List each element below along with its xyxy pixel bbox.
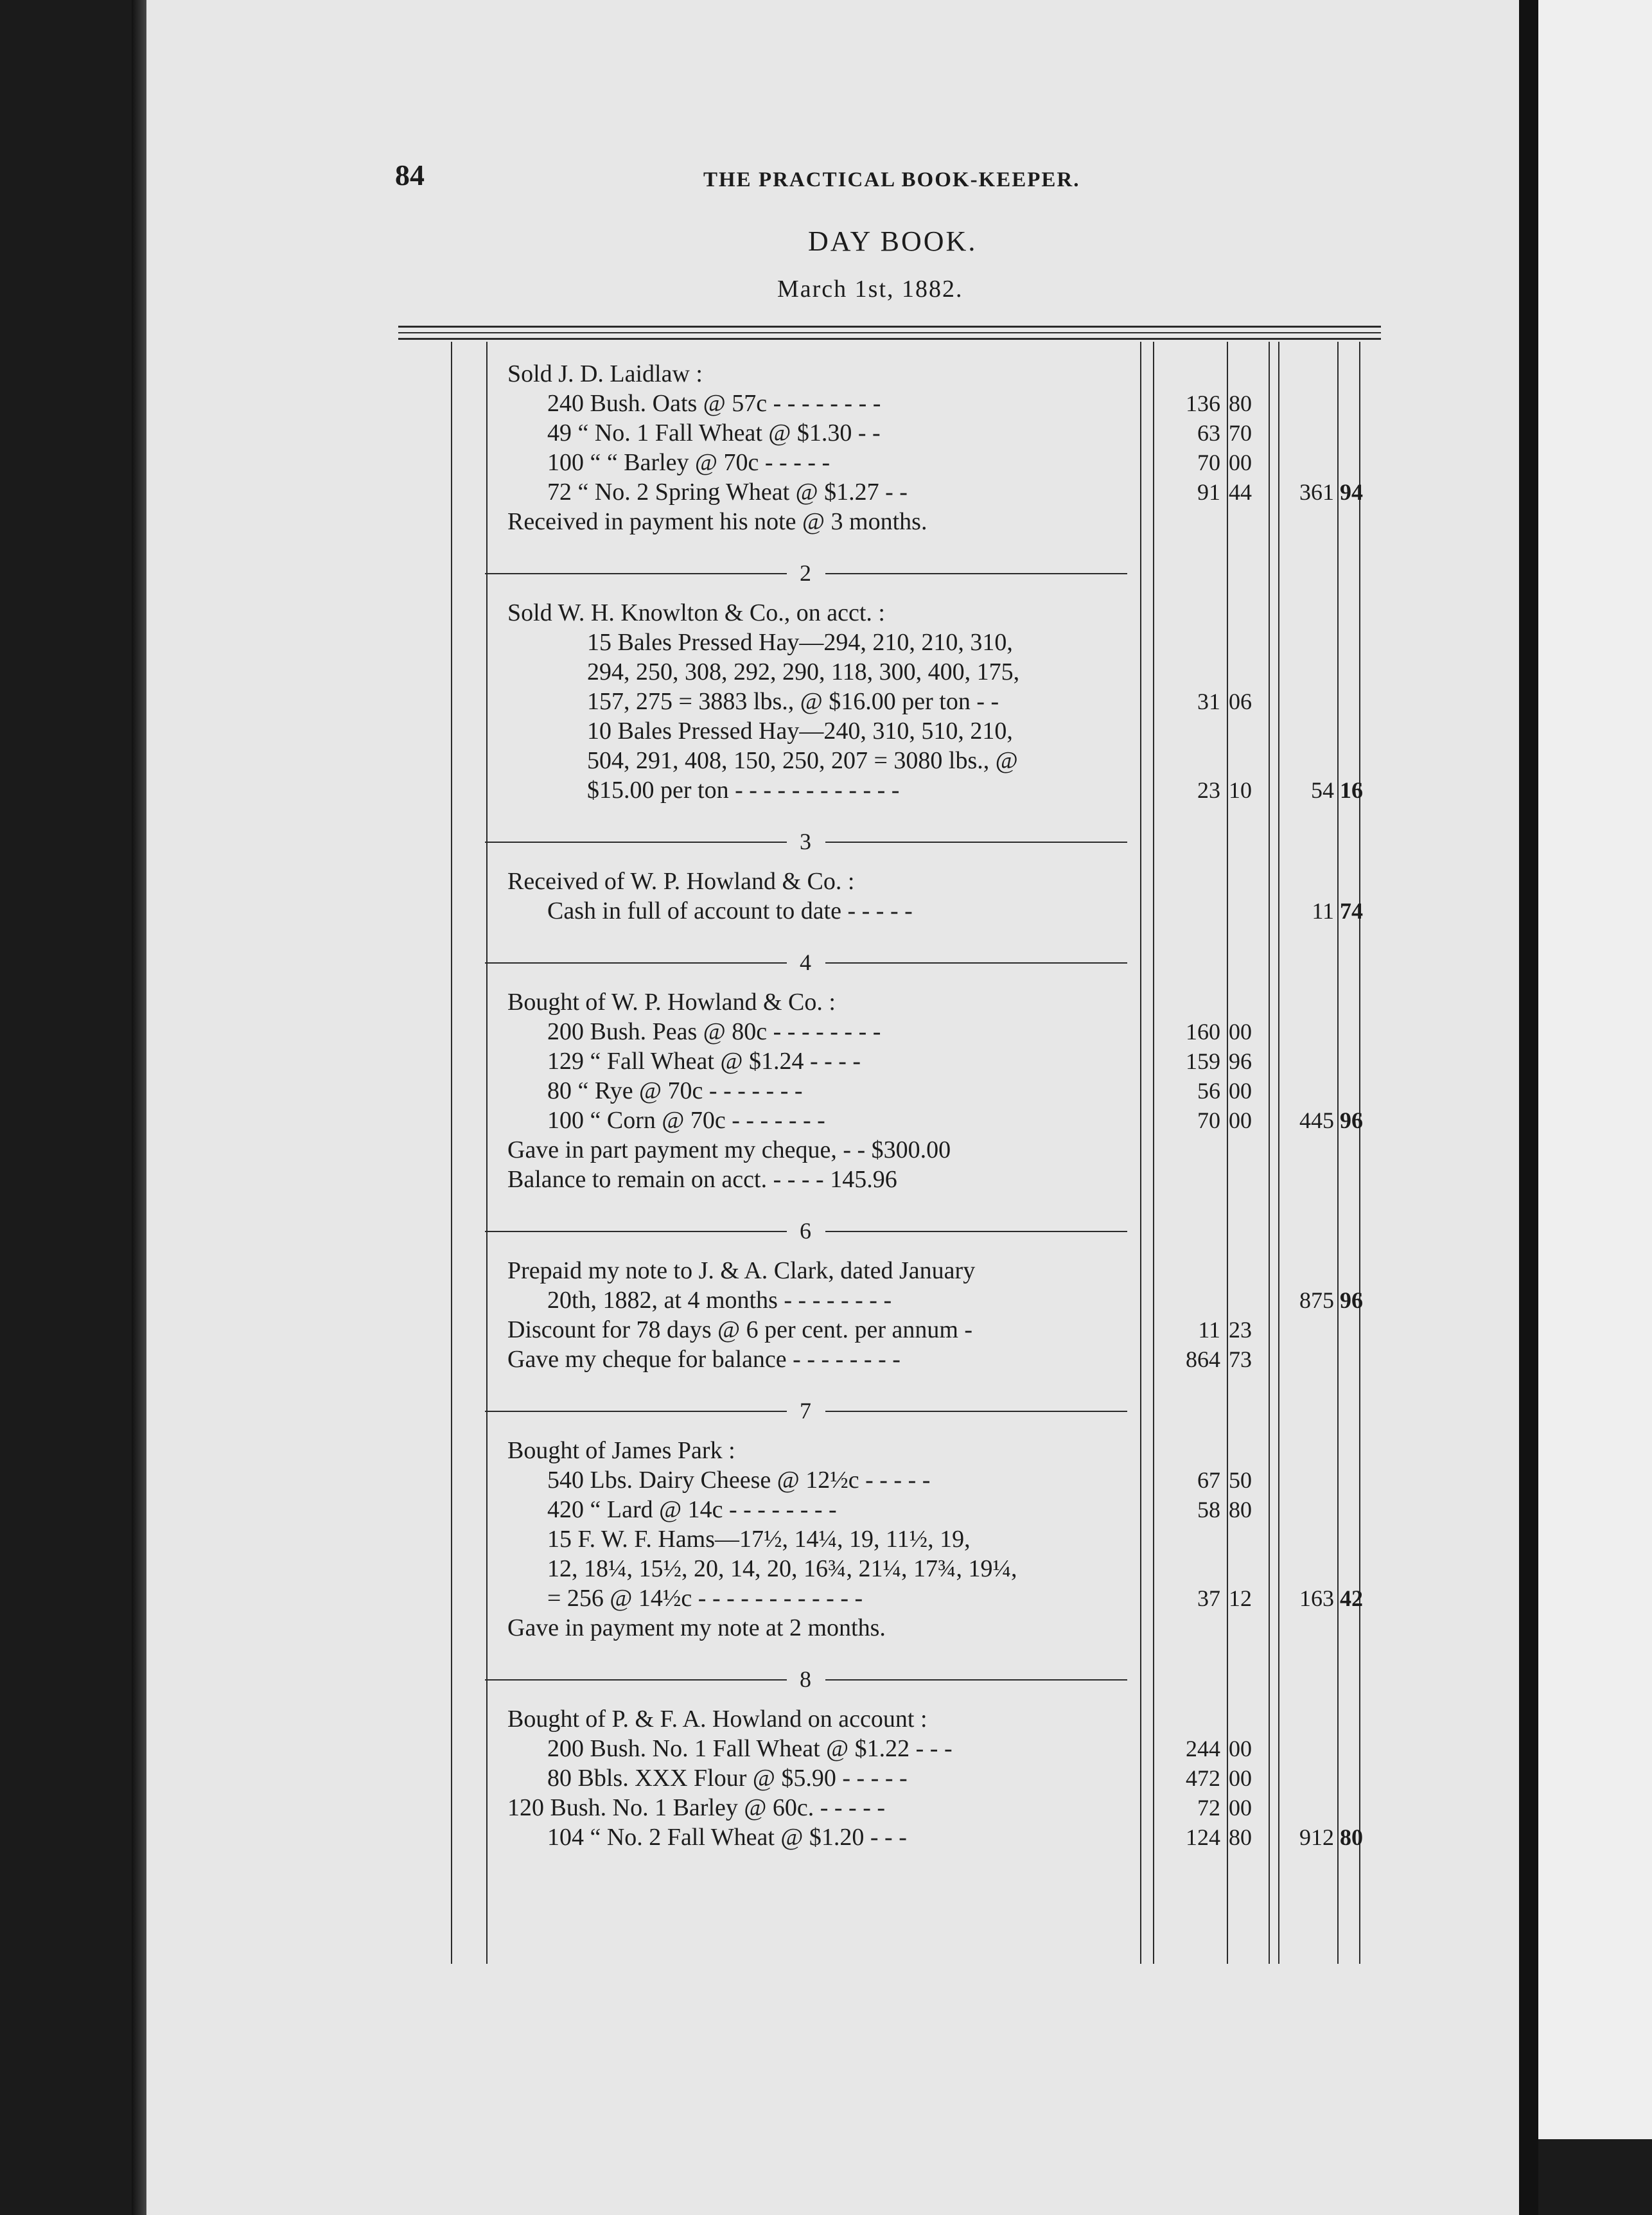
entry-line: 100 “ “ Barley @ 70c - - - - - (547, 449, 830, 476)
total-cents: 80 (1340, 1824, 1363, 1850)
entry-line: 129 “ Fall Wheat @ $1.24 - - - - (547, 1048, 861, 1075)
amount-dollars: 11 (1198, 1317, 1220, 1343)
entry-line: 49 “ No. 1 Fall Wheat @ $1.30 - - (547, 419, 881, 446)
entry-line: 294, 250, 308, 292, 290, 118, 300, 400, 175, (587, 658, 1020, 685)
amount-dollars: 472 (1186, 1765, 1220, 1791)
total-dollars: 54 (1311, 777, 1334, 803)
amount-cents: 73 (1229, 1346, 1252, 1372)
amount-cents: 00 (1229, 1765, 1252, 1791)
amount-dollars: 136 (1186, 391, 1220, 416)
amount-cents: 80 (1229, 1497, 1252, 1522)
amount-cents: 00 (1229, 1736, 1252, 1761)
entry-day: 4 (800, 949, 811, 975)
amount-column-rule (1278, 342, 1279, 1964)
separator-rule (485, 573, 787, 574)
header-rule (398, 332, 1381, 333)
separator-rule (825, 962, 1127, 964)
entry-line: 504, 291, 408, 150, 250, 207 = 3080 lbs., @ (587, 747, 1018, 774)
amount-dollars: 56 (1197, 1078, 1220, 1104)
entry-line: Sold W. H. Knowlton & Co., on acct. : (507, 599, 885, 626)
amount-dollars: 864 (1186, 1346, 1220, 1372)
amount-column-rule (1153, 342, 1154, 1964)
separator-rule (825, 842, 1127, 843)
entry-line: 12, 18¼, 15½, 20, 14, 20, 16¾, 21¼, 17¾, 19¼, (547, 1555, 1017, 1582)
entry-line: 240 Bush. Oats @ 57c - - - - - - - - (547, 390, 881, 417)
entry-line: 540 Lbs. Dairy Cheese @ 12½c - - - - - (547, 1467, 931, 1494)
running-head: THE PRACTICAL BOOK-KEEPER. (703, 168, 1080, 191)
entry-line: 15 Bales Pressed Hay—294, 210, 210, 310, (587, 629, 1013, 656)
amount-cents: 00 (1229, 1078, 1252, 1104)
entry-line: 200 Bush. No. 1 Fall Wheat @ $1.22 - - - (547, 1735, 953, 1762)
total-dollars: 912 (1299, 1824, 1334, 1850)
entry-line: 420 “ Lard @ 14c - - - - - - - - (547, 1496, 837, 1523)
entry-day: 6 (800, 1218, 811, 1244)
header-rule (398, 338, 1381, 340)
entry-line: Prepaid my note to J. & A. Clark, dated January (507, 1257, 976, 1284)
entry-line: Gave in payment my note at 2 months. (507, 1614, 886, 1641)
total-cents: 96 (1340, 1108, 1363, 1133)
amount-dollars: 37 (1197, 1585, 1220, 1611)
total-cents: 94 (1340, 479, 1363, 505)
amount-cents: 80 (1229, 1824, 1252, 1850)
entry-line: Balance to remain on acct. - - - - 145.96 (507, 1166, 897, 1193)
separator-rule (485, 1231, 787, 1232)
total-cents-column-rule (1337, 342, 1339, 1964)
amount-dollars: 67 (1197, 1467, 1220, 1493)
entry-line: 10 Bales Pressed Hay—240, 310, 510, 210, (587, 718, 1013, 745)
entry-day: 7 (800, 1398, 811, 1424)
date-separator (485, 1217, 1127, 1245)
header-rule (398, 326, 1381, 328)
date-separator (485, 1665, 1127, 1693)
entry-line: Sold J. D. Laidlaw : (507, 360, 703, 387)
amount-dollars: 58 (1197, 1497, 1220, 1522)
amount-dollars: 70 (1197, 450, 1220, 475)
amount-dollars: 160 (1186, 1019, 1220, 1045)
entry-line: = 256 @ 14½c - - - - - - - - - - - - (547, 1585, 863, 1612)
total-dollars: 361 (1299, 479, 1334, 505)
entry-line: Cash in full of account to date - - - - - (547, 897, 913, 924)
date-separator (485, 1397, 1127, 1425)
page-gutter (1519, 0, 1538, 2215)
entry-day: 3 (800, 829, 811, 854)
page-number: 84 (395, 159, 425, 191)
total-cents: 96 (1340, 1287, 1363, 1313)
entry-line: 100 “ Corn @ 70c - - - - - - - (547, 1107, 825, 1134)
amount-dollars: 63 (1197, 420, 1220, 446)
book-date: March 1st, 1882. (777, 276, 963, 303)
separator-rule (825, 1411, 1127, 1412)
entry-line: Received in payment his note @ 3 months. (507, 508, 927, 535)
amount-column-rule (1269, 342, 1270, 1964)
total-dollars: 875 (1299, 1287, 1334, 1313)
separator-rule (485, 1679, 787, 1681)
separator-rule (825, 1679, 1127, 1681)
amount-cents: 44 (1229, 479, 1252, 505)
entry-line: Gave in part payment my cheque, - - $300.00 (507, 1136, 951, 1163)
total-cents: 42 (1340, 1585, 1363, 1611)
amount-dollars: 244 (1186, 1736, 1220, 1761)
date-separator (485, 827, 1127, 856)
amount-dollars: 91 (1197, 479, 1220, 505)
entry-day: 2 (800, 560, 811, 586)
amount-cents: 06 (1229, 689, 1252, 714)
amount-dollars: 70 (1197, 1108, 1220, 1133)
entry-line: 157, 275 = 3883 lbs., @ $16.00 per ton - - (587, 688, 999, 715)
amount-dollars: 159 (1186, 1048, 1220, 1074)
amount-dollars: 31 (1197, 689, 1220, 714)
amount-cents: 10 (1229, 777, 1252, 803)
total-cents: 16 (1340, 777, 1363, 803)
separator-rule (485, 962, 787, 964)
total-dollars: 11 (1312, 898, 1334, 924)
amount-dollars: 72 (1197, 1795, 1220, 1821)
separator-rule (825, 1231, 1127, 1232)
entry-line: Bought of P. & F. A. Howland on account : (507, 1706, 927, 1733)
entry-line: Gave my cheque for balance - - - - - - - - (507, 1346, 901, 1373)
amount-column-rule (1140, 342, 1141, 1964)
total-dollars: 445 (1299, 1108, 1334, 1133)
amount-cents: 00 (1229, 1795, 1252, 1821)
entry-line: $15.00 per ton - - - - - - - - - - - - (587, 777, 900, 804)
entry-line: 20th, 1882, at 4 months - - - - - - - - (547, 1287, 892, 1314)
entry-line: 80 Bbls. XXX Flour @ $5.90 - - - - - (547, 1765, 908, 1792)
total-cents: 74 (1340, 898, 1363, 924)
amount-cents: 00 (1229, 1019, 1252, 1045)
entry-line: 200 Bush. Peas @ 80c - - - - - - - - (547, 1018, 881, 1045)
amount-cents: 23 (1229, 1317, 1252, 1343)
entry-line: 72 “ No. 2 Spring Wheat @ $1.27 - - (547, 479, 908, 506)
amount-dollars: 23 (1197, 777, 1220, 803)
amount-cents: 70 (1229, 420, 1252, 446)
date-separator (485, 559, 1127, 587)
book-title: DAY BOOK. (808, 225, 978, 257)
amount-cents: 00 (1229, 450, 1252, 475)
separator-rule (485, 1411, 787, 1412)
entry-line: Discount for 78 days @ 6 per cent. per annum - (507, 1316, 973, 1343)
facing-page-edge (1538, 0, 1652, 2215)
entry-line: 104 “ No. 2 Fall Wheat @ $1.20 - - - (547, 1824, 907, 1851)
entry-line: Bought of James Park : (507, 1437, 735, 1464)
entry-day: 8 (800, 1666, 811, 1692)
separator-rule (825, 573, 1127, 574)
date-separator (485, 948, 1127, 976)
margin-rule (451, 342, 452, 1964)
amount-cents: 12 (1229, 1585, 1252, 1611)
amount-dollars: 124 (1186, 1824, 1220, 1850)
cents-column-rule (1227, 342, 1228, 1964)
entry-line: 80 “ Rye @ 70c - - - - - - - (547, 1077, 803, 1104)
entry-line: 120 Bush. No. 1 Barley @ 60c. - - - - - (507, 1794, 885, 1821)
amount-cents: 00 (1229, 1108, 1252, 1133)
amount-cents: 50 (1229, 1467, 1252, 1493)
total-dollars: 163 (1299, 1585, 1334, 1611)
amount-cents: 80 (1229, 391, 1252, 416)
entry-line: Bought of W. P. Howland & Co. : (507, 989, 836, 1016)
amount-column-rule (1359, 342, 1360, 1964)
entry-line: 15 F. W. F. Hams—17½, 14¼, 19, 11½, 19, (547, 1526, 971, 1553)
scan-background (1538, 2139, 1652, 2215)
separator-rule (485, 842, 787, 843)
entry-line: Received of W. P. Howland & Co. : (507, 868, 855, 895)
amount-cents: 96 (1229, 1048, 1252, 1074)
